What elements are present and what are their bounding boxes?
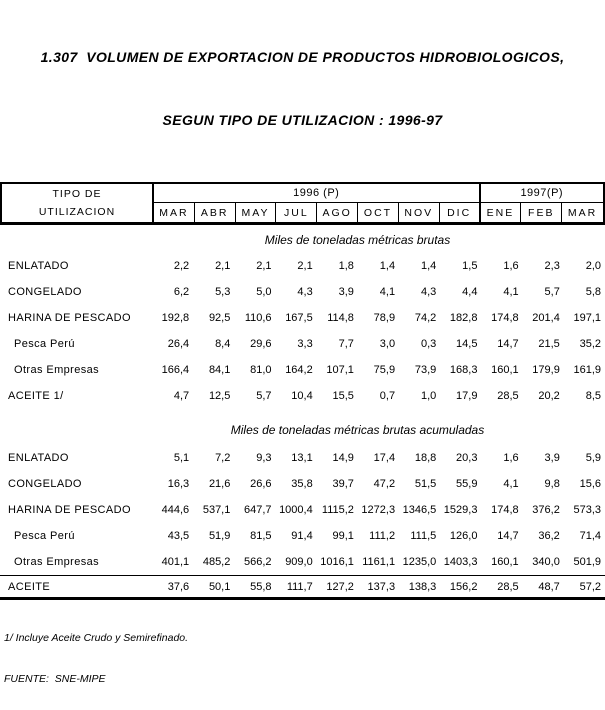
data-cell: 1272,3 <box>361 504 396 516</box>
data-cell: 7,2 <box>215 452 231 464</box>
month-header: FEB <box>521 203 562 222</box>
data-cell: 21,6 <box>208 478 231 490</box>
data-cell: 55,9 <box>456 478 478 490</box>
table-body <box>0 233 605 600</box>
month-header: OCT <box>358 203 399 222</box>
data-cell: 17,9 <box>456 390 478 402</box>
data-cell: 29,6 <box>250 338 272 350</box>
month-header: JUL <box>276 203 317 222</box>
month-header: ENE <box>481 203 522 222</box>
row-label: ENLATADO <box>8 452 69 464</box>
row-header-cell <box>2 184 154 222</box>
data-cell: 47,2 <box>373 478 396 490</box>
data-cell: 16,3 <box>167 478 190 490</box>
data-cell: 4,1 <box>503 286 519 298</box>
data-cell: 201,4 <box>532 312 560 324</box>
data-cell: 1,5 <box>462 260 478 272</box>
month-header: MAR <box>567 206 598 219</box>
unit-heading: Miles de toneladas métricas brutas acumuladas <box>230 423 485 437</box>
data-cell: 179,9 <box>532 364 560 376</box>
data-cell: 137,3 <box>367 580 396 593</box>
data-cell: 5,7 <box>256 390 272 402</box>
data-cell: 14,7 <box>497 338 519 350</box>
data-cell: 114,8 <box>327 312 354 324</box>
table-row <box>0 523 605 549</box>
row-label: CONGELADO <box>8 478 82 490</box>
table-title-line1: 1.307 VOLUMEN DE EXPORTACION DE PRODUCTOS HIDROBIOLOGICOS, <box>40 49 565 65</box>
data-cell: 3,0 <box>379 338 396 350</box>
data-cell: 2,0 <box>585 260 601 272</box>
table-row <box>0 305 605 331</box>
data-cell: 444,6 <box>161 504 190 516</box>
data-cell: 51,5 <box>414 478 437 490</box>
data-cell: 401,1 <box>161 556 190 568</box>
data-cell: 9,8 <box>544 478 560 490</box>
data-cell: 1161,1 <box>362 556 396 568</box>
data-cell: 501,9 <box>573 556 601 568</box>
data-cell: 21,5 <box>538 338 560 350</box>
data-cell: 1,4 <box>379 260 396 272</box>
source-note: FUENTE: SNE-MIPE <box>4 673 106 685</box>
data-cell: 13,1 <box>291 452 313 464</box>
data-cell: 17,4 <box>373 452 396 464</box>
footnote-1: 1/ Incluye Aceite Crudo y Semirefinado. <box>4 632 189 644</box>
data-cell: 20,3 <box>456 452 478 464</box>
data-cell: 71,4 <box>579 530 601 542</box>
data-cell: 1,6 <box>503 452 519 464</box>
data-cell: 35,8 <box>291 478 313 490</box>
data-cell: 4,1 <box>503 478 519 490</box>
data-cell: 5,1 <box>173 452 190 464</box>
table-row <box>0 357 605 383</box>
data-cell: 1,0 <box>420 390 437 402</box>
data-cell: 1115,2 <box>321 504 354 516</box>
data-cell: 3,3 <box>297 338 313 350</box>
data-cell: 111,7 <box>286 580 313 593</box>
data-cell: 57,2 <box>579 580 601 593</box>
data-cell: 36,2 <box>538 530 560 542</box>
data-cell: 12,5 <box>208 390 231 402</box>
row-label: ENLATADO <box>8 260 69 272</box>
data-cell: 26,6 <box>250 478 272 490</box>
data-cell: 1403,3 <box>443 556 478 568</box>
table-header <box>0 182 605 225</box>
data-cell: 5,8 <box>585 286 601 298</box>
data-cell: 92,5 <box>208 312 231 324</box>
data-cell: 1529,3 <box>443 504 478 516</box>
unit-heading: Miles de toneladas métricas brutas <box>264 233 451 247</box>
data-cell: 174,8 <box>491 312 519 324</box>
data-cell: 78,9 <box>373 312 396 324</box>
data-cell: 127,2 <box>326 580 354 593</box>
data-cell: 174,8 <box>491 504 519 516</box>
data-cell: 5,3 <box>215 286 231 298</box>
table-row <box>0 279 605 305</box>
data-cell: 4,3 <box>297 286 313 298</box>
data-cell: 28,5 <box>497 580 519 593</box>
data-cell: 182,8 <box>449 312 478 324</box>
table-row <box>0 253 605 279</box>
data-cell: 2,1 <box>256 260 272 272</box>
data-cell: 192,8 <box>161 312 190 324</box>
row-label: CONGELADO <box>8 286 82 298</box>
data-cell: 2,1 <box>215 260 231 272</box>
data-cell: 6,2 <box>173 286 190 298</box>
data-cell: 15,6 <box>579 478 601 490</box>
data-cell: 107,1 <box>326 364 354 376</box>
data-cell: 4,7 <box>173 390 190 402</box>
data-cell: 647,7 <box>244 504 272 516</box>
data-cell: 14,7 <box>497 530 519 542</box>
footnotes <box>0 600 605 710</box>
month-header: MAY <box>236 203 277 222</box>
data-cell: 537,1 <box>202 504 231 516</box>
data-cell: 167,5 <box>285 312 313 324</box>
row-label: Otras Empresas <box>14 556 100 568</box>
table-title <box>0 0 605 173</box>
data-cell: 5,9 <box>585 452 601 464</box>
data-cell: 8,4 <box>215 338 231 350</box>
data-cell: 75,9 <box>373 364 396 376</box>
data-cell: 84,1 <box>208 364 231 376</box>
month-header: NOV <box>399 203 440 222</box>
data-cell: 164,2 <box>285 364 313 376</box>
row-label: HARINA DE PESCADO <box>8 312 131 324</box>
row-label: ACEITE 1/ <box>8 390 64 402</box>
row-label: Pesca Perú <box>14 530 75 542</box>
year-group-header: 1997(P) <box>481 184 603 203</box>
data-cell: 160,1 <box>491 364 519 376</box>
data-cell: 4,3 <box>420 286 437 298</box>
table-row <box>0 331 605 357</box>
row-header-line2: UTILIZACION <box>38 206 116 218</box>
data-cell: 168,3 <box>449 364 478 376</box>
table-row <box>0 575 605 597</box>
data-cell: 376,2 <box>532 504 560 516</box>
data-cell: 2,2 <box>173 260 190 272</box>
data-cell: 26,4 <box>167 338 190 350</box>
data-cell: 3,9 <box>338 286 354 298</box>
table-row <box>0 445 605 471</box>
data-cell: 39,7 <box>332 478 354 490</box>
data-cell: 3,9 <box>544 452 560 464</box>
row-label: HARINA DE PESCADO <box>8 504 131 516</box>
month-header: ABR <box>195 203 236 222</box>
data-cell: 485,2 <box>202 556 231 568</box>
data-cell: 156,2 <box>449 580 478 593</box>
data-cell: 1346,5 <box>402 504 437 516</box>
data-cell: 51,9 <box>208 530 231 542</box>
data-cell: 1,8 <box>338 260 354 272</box>
data-cell: 20,2 <box>538 390 560 402</box>
data-cell: 81,0 <box>250 364 272 376</box>
row-label: Pesca Perú <box>14 338 75 350</box>
data-cell: 909,0 <box>285 556 313 568</box>
data-cell: 73,9 <box>414 364 437 376</box>
data-cell: 340,0 <box>532 556 560 568</box>
data-cell: 55,8 <box>250 580 272 593</box>
data-cell: 14,9 <box>332 452 354 464</box>
data-cell: 10,4 <box>291 390 313 402</box>
data-cell: 9,3 <box>256 452 272 464</box>
data-cell: 166,4 <box>161 364 190 376</box>
data-cell: 37,6 <box>167 580 190 593</box>
data-cell: 7,7 <box>338 338 354 350</box>
table-row <box>0 471 605 497</box>
data-cell: 1016,1 <box>320 556 354 568</box>
row-label: Otras Empresas <box>14 364 100 376</box>
data-cell: 0,7 <box>379 390 396 402</box>
data-cell: 91,4 <box>291 530 313 542</box>
data-cell: 1,4 <box>420 260 437 272</box>
data-cell: 126,0 <box>449 530 478 542</box>
data-cell: 2,3 <box>544 260 560 272</box>
table-row <box>0 383 605 409</box>
year-group-header: 1996 (P) <box>154 184 481 203</box>
data-cell: 35,2 <box>579 338 601 350</box>
data-cell: 5,0 <box>256 286 272 298</box>
month-header: DIC <box>440 203 481 222</box>
row-header-line1: TIPO DE <box>52 188 102 200</box>
data-cell: 0,3 <box>420 338 437 350</box>
data-cell: 48,7 <box>538 580 560 593</box>
data-cell: 2,1 <box>297 260 313 272</box>
data-cell: 4,1 <box>379 286 396 298</box>
data-cell: 161,9 <box>573 364 601 376</box>
data-cell: 99,1 <box>332 530 354 542</box>
table-row <box>0 497 605 523</box>
data-cell: 1000,4 <box>279 504 313 516</box>
data-cell: 110,6 <box>244 312 272 324</box>
data-cell: 111,2 <box>369 530 396 542</box>
data-cell: 14,5 <box>456 338 478 350</box>
table-title-line2: SEGUN TIPO DE UTILIZACION : 1996-97 <box>162 112 443 128</box>
data-cell: 18,8 <box>414 452 437 464</box>
table-row <box>0 549 605 575</box>
data-cell: 50,1 <box>208 580 231 593</box>
data-cell: 15,5 <box>332 390 354 402</box>
data-cell: 138,3 <box>408 580 437 593</box>
data-cell: 160,1 <box>491 556 519 568</box>
data-cell: 43,5 <box>167 530 190 542</box>
data-cell: 573,3 <box>573 504 601 516</box>
row-label: ACEITE <box>8 580 51 593</box>
data-cell: 8,5 <box>585 390 601 402</box>
data-cell: 566,2 <box>244 556 272 568</box>
data-cell: 74,2 <box>414 312 437 324</box>
data-cell: 1235,0 <box>402 556 437 568</box>
data-cell: 1,6 <box>503 260 519 272</box>
data-cell: 81,5 <box>250 530 272 542</box>
data-cell: 111,5 <box>410 530 437 542</box>
month-header: MAR <box>154 203 195 222</box>
data-cell: 5,7 <box>544 286 560 298</box>
data-cell: 197,1 <box>573 312 601 324</box>
data-cell: 4,4 <box>462 286 478 298</box>
month-header: AGO <box>317 203 358 222</box>
data-cell: 28,5 <box>497 390 519 402</box>
